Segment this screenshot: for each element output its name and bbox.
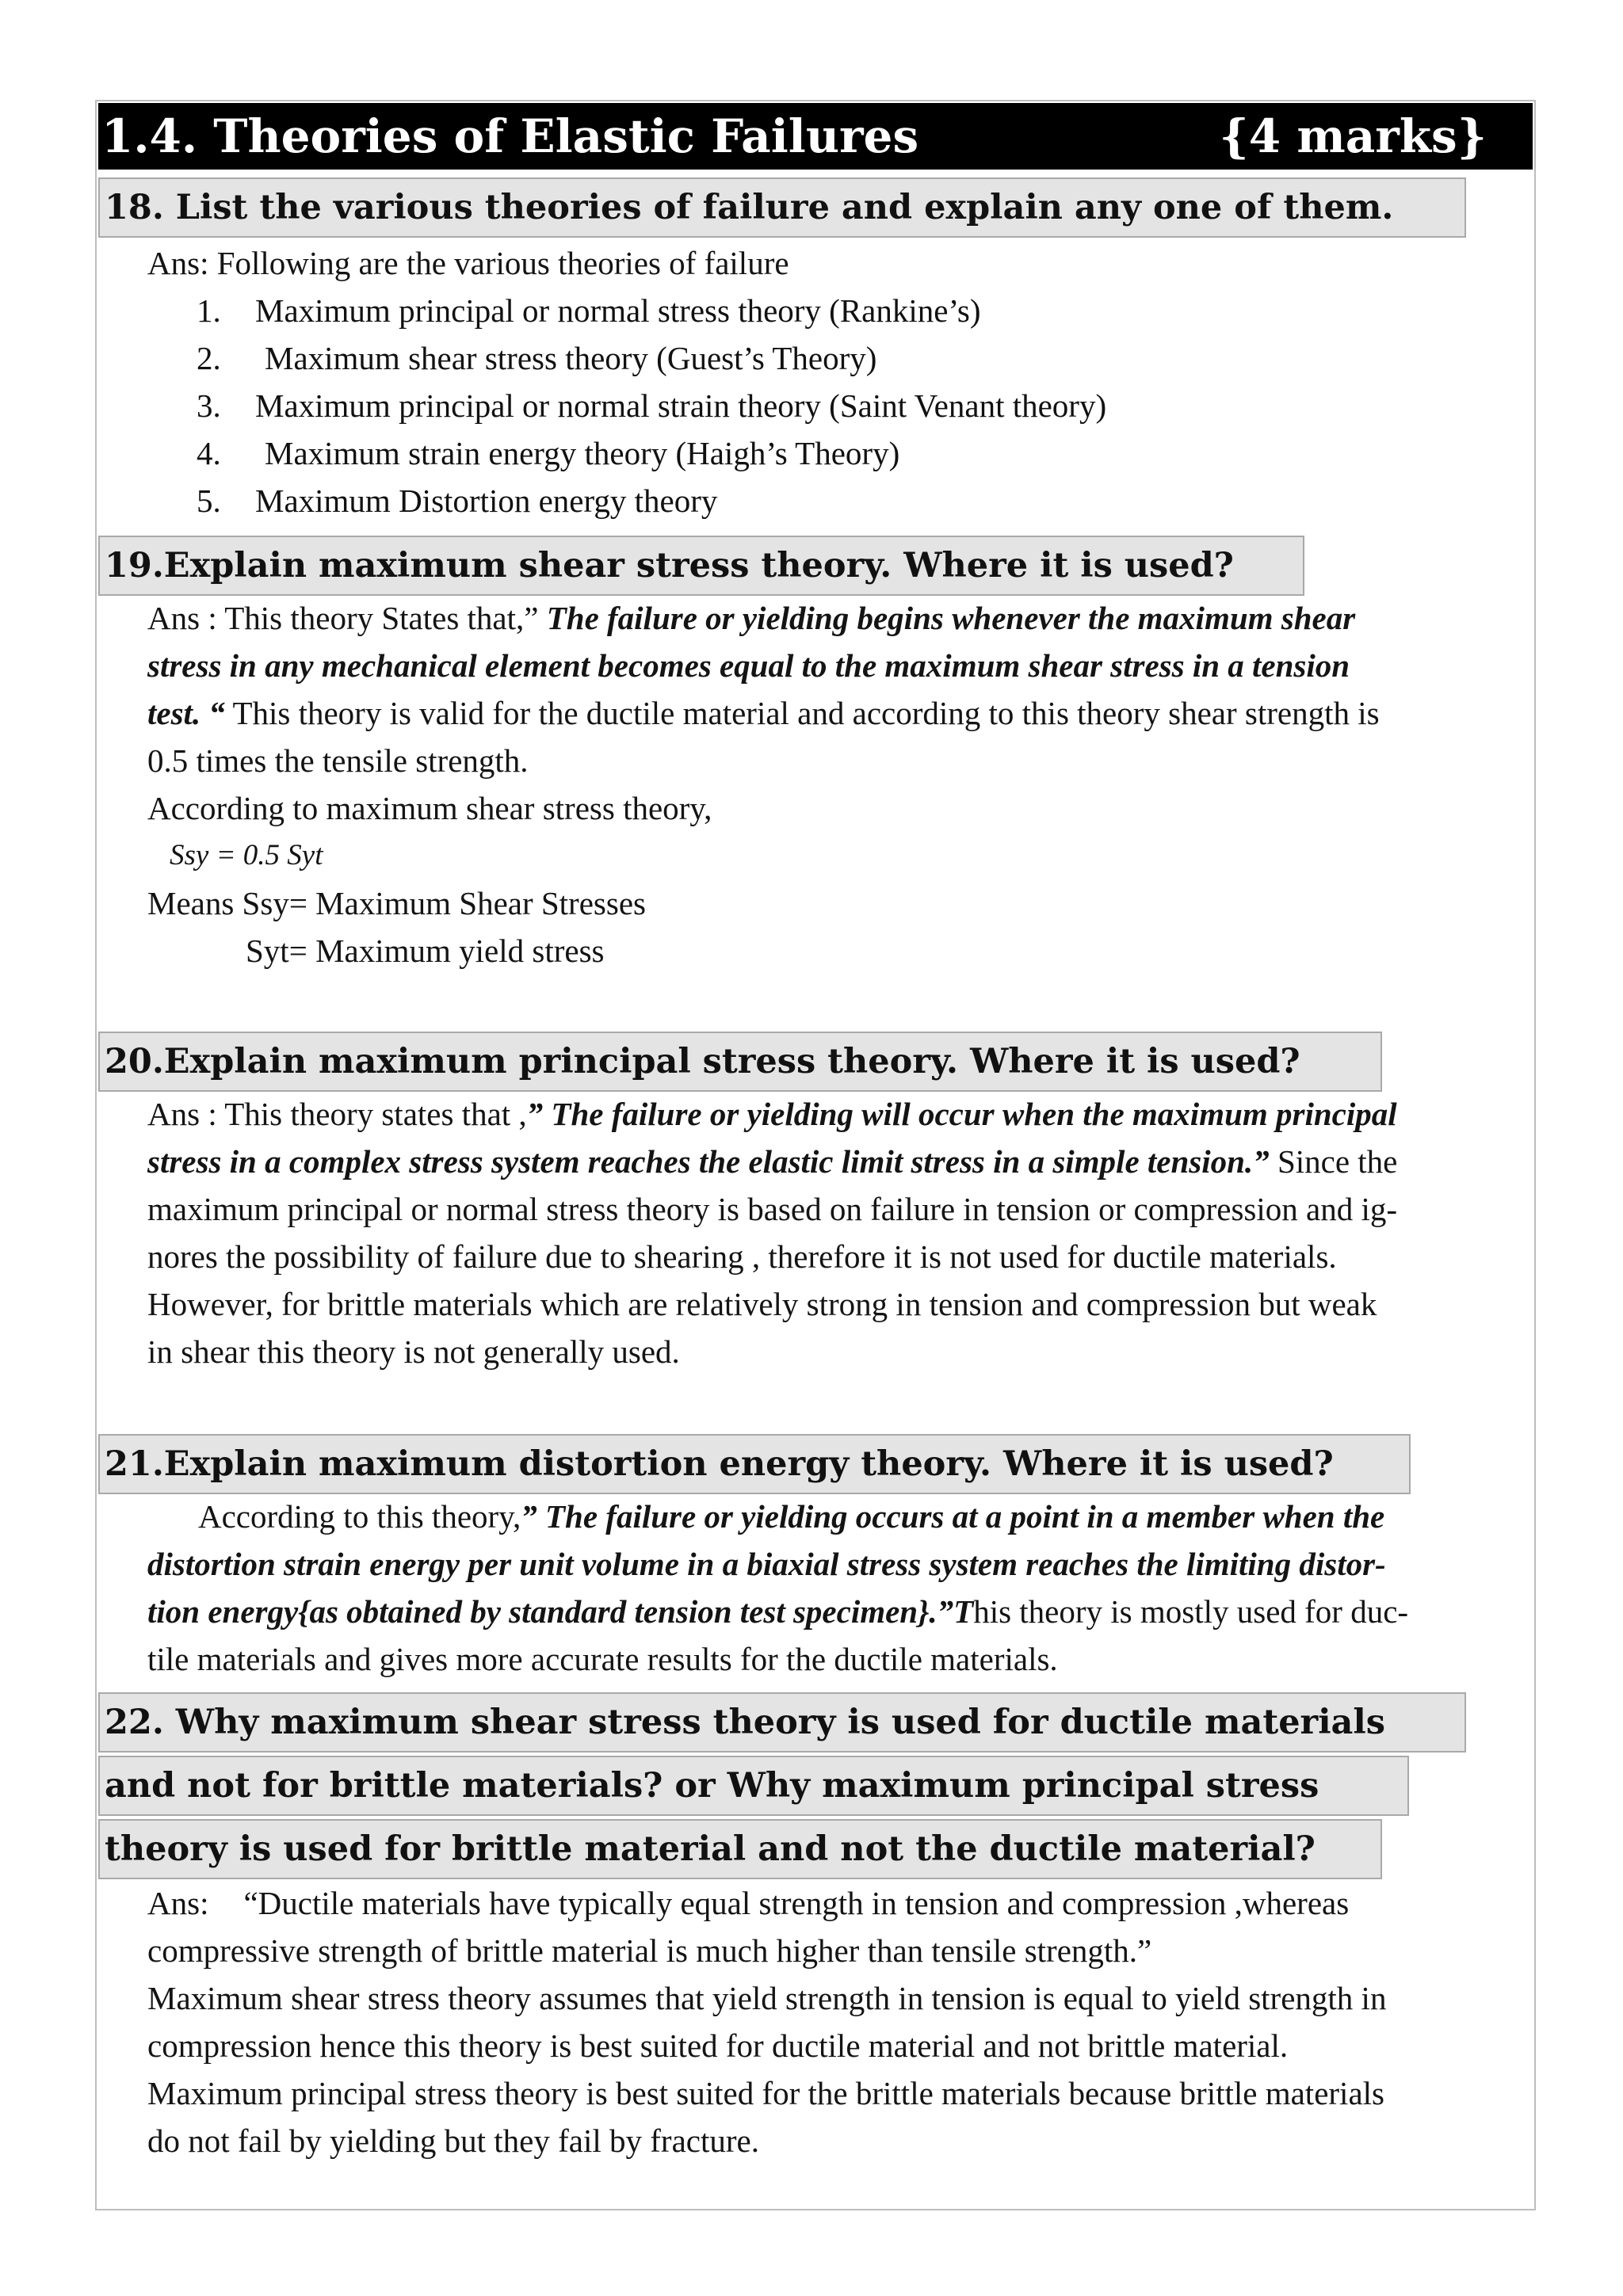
quoted-definition: tion energy{as obtained by standard tension test specimen}.”T: [147, 1593, 974, 1630]
list-item-4: [197, 429, 899, 477]
list-text: Maximum shear stress theory (Guest’s Theory): [265, 340, 877, 376]
question-20-answer: [147, 1090, 1397, 1375]
answer-text: Ans : This theory states that ,: [147, 1096, 527, 1132]
list-item-1: [197, 287, 980, 334]
formula: Ssy = 0.5 Syt: [170, 839, 323, 871]
section-title: 1.4. Theories of Elastic Failures: [101, 109, 919, 163]
answer-text: 0.5 times the tensile strength.: [147, 742, 529, 779]
list-text: Maximum principal or normal stress theory (Rankine’s): [255, 292, 981, 329]
answer-text: Since the: [1269, 1143, 1398, 1180]
question-22-answer: [147, 1879, 1386, 2164]
answer-text: maximum principal or normal stress theory is based on failure in tension or compression and ig-: [147, 1191, 1398, 1227]
question-22-heading-line-2: and not for brittle materials? or Why maximum principal stress: [98, 1756, 1409, 1816]
answer-text: Ans : This theory States that,”: [147, 600, 547, 636]
list-number: 3.: [197, 387, 221, 424]
list-item-3: [197, 382, 1106, 429]
list-number: 5.: [197, 482, 221, 519]
quoted-definition: stress in a complex stress system reaches the elastic limit stress in a simple tension.”: [147, 1143, 1270, 1180]
quoted-definition: ” The failure or yielding will occur when the maximum principal: [526, 1096, 1397, 1132]
section-title-bar: [98, 103, 1533, 170]
answer-text: do not fail by yielding but they fail by fracture.: [147, 2122, 759, 2159]
question-22-heading-line-3: theory is used for brittle material and not the ductile material?: [98, 1819, 1382, 1879]
answer-text: Maximum shear stress theory assumes that yield strength in tension is equal to yield strength in: [147, 1980, 1387, 2016]
answer-text: tile materials and gives more accurate results for the ductile materials.: [147, 1641, 1058, 1677]
answer-text: compressive strength of brittle material is much higher than tensile strength.”: [147, 1932, 1152, 1969]
answer-text: compression hence this theory is best suited for ductile material and not brittle material.: [147, 2027, 1289, 2064]
question-20-heading: 20.Explain maximum principal stress theory. Where it is used?: [98, 1032, 1382, 1092]
list-number: 1.: [197, 292, 221, 329]
answer-text: According to maximum shear stress theory,: [147, 790, 712, 826]
list-number: 2.: [197, 340, 221, 376]
answer-text: Maximum principal stress theory is best suited for the brittle materials because brittle materials: [147, 2075, 1384, 2111]
answer-text: According to this theory,: [198, 1498, 521, 1535]
question-21-heading: 21.Explain maximum distortion energy theory. Where it is used?: [98, 1434, 1411, 1494]
question-21-answer: [147, 1493, 1408, 1683]
question-22-heading-line-1: 22. Why maximum shear stress theory is used for ductile materials: [98, 1692, 1466, 1753]
quoted-definition: The failure or yielding begins whenever the maximum shear: [546, 600, 1356, 636]
list-item-5: [197, 477, 717, 524]
list-text: Maximum strain energy theory (Haigh’s Theory): [265, 435, 900, 471]
answer-text: This theory is valid for the ductile material and according to this theory shear strength is: [224, 695, 1380, 731]
answer-label: Ans:: [147, 1885, 209, 1921]
quoted-definition: ” The failure or yielding occurs at a point in a member when the: [521, 1498, 1385, 1535]
answer-text: nores the possibility of failure due to shearing , therefore it is not used for ductile materials.: [147, 1238, 1337, 1275]
answer-text: Means Ssy= Maximum Shear Stresses: [147, 885, 646, 921]
answer-text: his theory is mostly used for duc-: [973, 1593, 1409, 1630]
question-19-answer: [147, 594, 1380, 974]
quoted-definition: distortion strain energy per unit volume in a biaxial stress system reaches the limiting distor-: [147, 1546, 1386, 1582]
list-number: 4.: [197, 435, 221, 471]
question-18-intro: Ans: Following are the various theories of failure: [147, 245, 789, 281]
list-item-2: [197, 334, 876, 382]
answer-text: “Ductile materials have typically equal strength in tension and compression ,whereas: [243, 1885, 1350, 1921]
answer-text: in shear this theory is not generally used.: [147, 1333, 680, 1370]
answer-text: Syt= Maximum yield stress: [246, 933, 605, 969]
question-19-heading: 19.Explain maximum shear stress theory. Where it is used?: [98, 536, 1304, 596]
list-text: Maximum principal or normal strain theory (Saint Venant theory): [255, 387, 1107, 424]
answer-text: However, for brittle materials which are relatively strong in tension and compression but weak: [147, 1286, 1377, 1322]
section-marks: {4 marks}: [1219, 109, 1487, 163]
list-text: Maximum Distortion energy theory: [255, 482, 718, 519]
quoted-definition: stress in any mechanical element becomes equal to the maximum shear stress in a tension: [147, 647, 1350, 684]
quoted-definition: test. “: [147, 695, 225, 731]
question-18-heading: 18. List the various theories of failure and explain any one of them.: [98, 177, 1466, 238]
